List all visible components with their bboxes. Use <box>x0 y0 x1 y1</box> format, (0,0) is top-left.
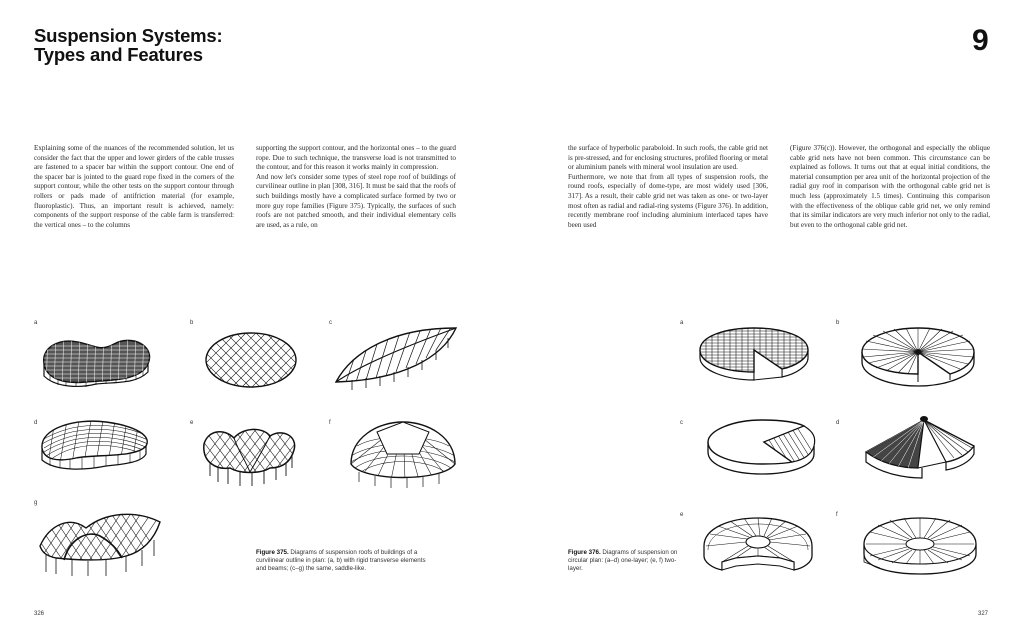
text-column-2 <box>256 144 456 230</box>
paragraph: the surface of hyperbolic paraboloid. In such roofs, the cable grid net is pre-stressed, and for enclosing structures, profiled flooring or metal or aluminium panels with mineral wool insulation are used. <box>568 144 768 172</box>
text-column-4 <box>790 144 990 230</box>
figure-375g-drawing <box>36 506 164 580</box>
figure-375-label-a: a <box>34 320 38 326</box>
paragraph: Explaining some of the nuances of the recommended solution, let us consider the fact that the upper and lower girders of the cable trusses are fastened to a spacer bar within the support contour. One end of the spacer bar is jointed to the guard rope fixed in the corners of the support contour, while the other tests on the support contour through rollers or pads made of antifriction material (for example, fluoroplastic). Thus, an important result is achieved, namely: components of the support response of the cable farm is transferred: the vertical ones – to the columns <box>34 144 234 229</box>
figure-375a-drawing <box>36 326 156 396</box>
paragraph: (Figure 376(c)). However, the orthogonal and especially the oblique cable grid nets have not been common. This circumstance can be explained as follows. It turns out that at equal initial conditions, the material consumption per area unit of the horizontal projection of the radial guy roof in comparison with the orthogonal cable grid net is much less (approximately 1.5 times). Continuing this comparison with the effectiveness of the oblique cable grid net, we only remind that its similar indicators are very much inferior not only to the radial, but even to the orthogonal cable grid net. <box>790 144 990 229</box>
figure-375c-drawing <box>332 322 462 394</box>
figure-376f-drawing <box>860 512 980 582</box>
chapter-number: 9 <box>972 24 989 57</box>
figure-376-label-c: c <box>680 420 683 426</box>
figure-375-label-d: d <box>34 420 38 426</box>
paragraph: Furthermore, we note that from all types of suspension roofs, the round roofs, especially of dome-type, are most widely used [306, 317]. As a result, their cable grid net was taken as one- or two-layer most often as radial and radial-ring systems (Figure 376). In addition, recently membrane roof including aluminium interlaced tapes have been used <box>568 172 768 229</box>
figure-376d-drawing <box>862 412 978 482</box>
title-line-2: Types and Features <box>34 44 203 65</box>
text-column-3 <box>568 144 768 230</box>
paragraph: supporting the support contour, and the horizontal ones – to the guard rope. Due to such technique, the transverse load is not transmitted to the contour, and for this reason it works mainly in compression. <box>256 144 456 172</box>
figure-375f-drawing <box>347 416 459 492</box>
paragraph: And now let's consider some types of steel rope roof of buildings of curvilinear outline in plan [308, 316]. It must be said that the roofs of such buildings mostly have a complicated surface formed by two or more guy rope families (Figure 375). Typically, the surfaces of such roofs are not patched smooth, and their individual elementary cells are used, as a rule, on <box>256 172 456 229</box>
figure-375-caption-title: Figure 375. <box>256 549 289 556</box>
figure-376e-drawing <box>700 512 816 582</box>
figure-376b-drawing <box>858 322 978 390</box>
figure-376-label-d: d <box>836 420 840 426</box>
figure-376-caption-text: Diagrams of suspension on circular plan: (a–d) one-layer; (e, f) two-layer. <box>568 549 678 572</box>
figure-375-label-f: f <box>329 420 331 426</box>
figure-376c-drawing <box>704 416 818 480</box>
title-line-1: Suspension Systems: <box>34 25 223 46</box>
figure-376-label-e: e <box>680 512 684 518</box>
page-number-right: 327 <box>978 611 989 617</box>
page-number-left: 326 <box>34 611 45 617</box>
figure-376-caption <box>568 549 678 573</box>
figure-375b-drawing <box>203 330 299 390</box>
figure-375e-drawing <box>200 424 300 490</box>
figure-376a-drawing <box>696 322 812 388</box>
figure-375-label-e: e <box>190 420 194 426</box>
figure-375-caption-text: Diagrams of suspension roofs of buildings of a curvilinear outline in plan: (a, b) with rigid transverse elements and beams; (c–g) the same, saddle-like. <box>256 549 426 572</box>
figure-375d-drawing <box>36 414 156 476</box>
figure-376-label-f: f <box>836 512 838 518</box>
text-column-1 <box>34 144 234 230</box>
figure-376-label-b: b <box>836 320 840 326</box>
figure-375-label-c: c <box>329 320 332 326</box>
figure-375-label-g: g <box>34 500 38 506</box>
page-title <box>34 26 222 64</box>
figure-376-label-a: a <box>680 320 684 326</box>
figure-376-caption-title: Figure 376. <box>568 549 601 556</box>
figure-375-caption <box>256 549 436 573</box>
figure-375-label-b: b <box>190 320 194 326</box>
